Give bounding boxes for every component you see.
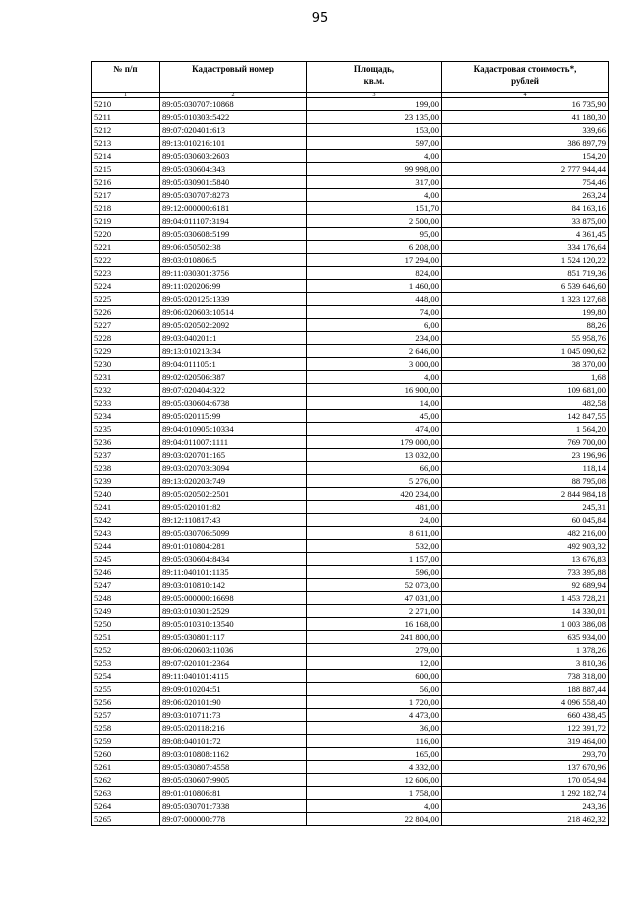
cadastral-number-cell: 89:04:011007:1111: [160, 436, 307, 449]
cadastral-value-cell: 1 045 090,62: [442, 345, 609, 358]
table-row: [92, 384, 609, 397]
area-cell: 317,00: [307, 176, 442, 189]
cadastral-number-cell: 89:03:010301:2529: [160, 605, 307, 618]
cadastral-value-cell: 88 795,08: [442, 475, 609, 488]
area-cell: 1 157,00: [307, 553, 442, 566]
table-row: [92, 553, 609, 566]
row-number-cell: 5256: [92, 696, 160, 709]
cadastral-value-cell: 339,66: [442, 124, 609, 137]
cadastral-number-cell: 89:04:010905:10334: [160, 423, 307, 436]
cadastral-number-cell: 89:03:020701:165: [160, 449, 307, 462]
table-row: [92, 579, 609, 592]
table-row: [92, 267, 609, 280]
table-row: [92, 371, 609, 384]
row-number-cell: 5215: [92, 163, 160, 176]
table-row: [92, 748, 609, 761]
table-row: [92, 462, 609, 475]
table-row: [92, 631, 609, 644]
table-row: [92, 722, 609, 735]
area-cell: 532,00: [307, 540, 442, 553]
cadastral-number-cell: 89:05:030706:5099: [160, 527, 307, 540]
cadastral-value-cell: 334 176,64: [442, 241, 609, 254]
cadastral-number-cell: 89:05:030707:8273: [160, 189, 307, 202]
cadastral-number-cell: 89:05:020118:216: [160, 722, 307, 735]
row-number-cell: 5241: [92, 501, 160, 514]
cadastral-value-cell: 263,24: [442, 189, 609, 202]
cadastral-number-cell: 89:05:010310:13540: [160, 618, 307, 631]
cadastral-value-cell: 738 318,00: [442, 670, 609, 683]
row-number-cell: 5211: [92, 111, 160, 124]
table-row: [92, 137, 609, 150]
page-number: 95: [311, 11, 329, 26]
cadastral-value-cell: 122 391,72: [442, 722, 609, 735]
row-number-cell: 5226: [92, 306, 160, 319]
area-cell: 481,00: [307, 501, 442, 514]
cadastral-number-cell: 89:05:030604:8434: [160, 553, 307, 566]
area-cell: 4 473,00: [307, 709, 442, 722]
cadastral-value-cell: 38 370,00: [442, 358, 609, 371]
table-row: [92, 761, 609, 774]
cadastral-number-cell: 89:03:010806:5: [160, 254, 307, 267]
row-number-cell: 5210: [92, 98, 160, 111]
cadastral-value-cell: 154,20: [442, 150, 609, 163]
cadastral-number-cell: 89:13:010213:34: [160, 345, 307, 358]
table-row: [92, 306, 609, 319]
row-number-cell: 5258: [92, 722, 160, 735]
column-number: 4: [442, 93, 609, 98]
row-number-cell: 5220: [92, 228, 160, 241]
area-cell: 116,00: [307, 735, 442, 748]
cadastral-value-cell: 33 875,00: [442, 215, 609, 228]
cadastral-number-cell: 89:04:011107:3194: [160, 215, 307, 228]
table-row: [92, 735, 609, 748]
table-row: [92, 397, 609, 410]
area-cell: 4 332,00: [307, 761, 442, 774]
area-cell: 3 000,00: [307, 358, 442, 371]
row-number-cell: 5216: [92, 176, 160, 189]
cadastral-value-cell: 109 681,00: [442, 384, 609, 397]
cadastral-value-cell: 1 323 127,68: [442, 293, 609, 306]
row-number-cell: 5246: [92, 566, 160, 579]
row-number-cell: 5253: [92, 657, 160, 670]
cadastral-number-cell: 89:12:000000:6181: [160, 202, 307, 215]
cadastral-number-cell: 89:03:040201:1: [160, 332, 307, 345]
row-number-cell: 5217: [92, 189, 160, 202]
area-cell: 5 276,00: [307, 475, 442, 488]
cadastral-value-cell: 482,58: [442, 397, 609, 410]
area-cell: 179 000,00: [307, 436, 442, 449]
table-row: [92, 332, 609, 345]
area-cell: 2 500,00: [307, 215, 442, 228]
table-row: [92, 124, 609, 137]
cadastral-number-cell: 89:11:030301:3756: [160, 267, 307, 280]
row-number-cell: 5264: [92, 800, 160, 813]
table-row: [92, 254, 609, 267]
table-row: [92, 501, 609, 514]
row-number-cell: 5221: [92, 241, 160, 254]
table-row: [92, 319, 609, 332]
table-row: [92, 605, 609, 618]
cadastral-value-cell: 4 096 558,40: [442, 696, 609, 709]
cadastral-value-cell: 55 958,76: [442, 332, 609, 345]
table-row: [92, 228, 609, 241]
area-cell: 1 720,00: [307, 696, 442, 709]
area-cell: 448,00: [307, 293, 442, 306]
row-number-cell: 5251: [92, 631, 160, 644]
row-number-cell: 5234: [92, 410, 160, 423]
table-row: [92, 683, 609, 696]
cadastral-value-cell: 84 163,16: [442, 202, 609, 215]
column-number: 1: [92, 93, 160, 98]
table-row: [92, 215, 609, 228]
row-number-cell: 5212: [92, 124, 160, 137]
row-number-cell: 5247: [92, 579, 160, 592]
cadastral-number-cell: 89:05:020502:2501: [160, 488, 307, 501]
cadastral-number-cell: 89:01:010806:81: [160, 787, 307, 800]
table-row: [92, 527, 609, 540]
cadastral-value-cell: 851 719,36: [442, 267, 609, 280]
cadastral-number-cell: 89:06:020603:11036: [160, 644, 307, 657]
row-number-cell: 5240: [92, 488, 160, 501]
area-cell: 56,00: [307, 683, 442, 696]
area-cell: 2 271,00: [307, 605, 442, 618]
area-cell: 16 168,00: [307, 618, 442, 631]
cadastral-value-cell: 92 689,94: [442, 579, 609, 592]
row-number-cell: 5218: [92, 202, 160, 215]
area-cell: 6 208,00: [307, 241, 442, 254]
cadastral-value-cell: 118,14: [442, 462, 609, 475]
area-cell: 74,00: [307, 306, 442, 319]
cadastral-value-cell: 4 361,45: [442, 228, 609, 241]
cadastral-value-cell: 482 216,00: [442, 527, 609, 540]
cadastral-value-cell: 137 670,96: [442, 761, 609, 774]
cadastral-value-cell: 1 524 120,22: [442, 254, 609, 267]
cadastral-value-cell: 1 453 728,21: [442, 592, 609, 605]
table-row: [92, 241, 609, 254]
cadastral-value-cell: 41 180,30: [442, 111, 609, 124]
area-cell: 1 758,00: [307, 787, 442, 800]
area-cell: 36,00: [307, 722, 442, 735]
cadastral-value-cell: 2 777 944,44: [442, 163, 609, 176]
cadastral-number-cell: 89:12:110817:43: [160, 514, 307, 527]
table-row: [92, 709, 609, 722]
table-row: [92, 670, 609, 683]
header-cadastral-value: Кадастровая стоимость*, рублей: [442, 62, 609, 93]
table-row: [92, 176, 609, 189]
row-number-cell: 5260: [92, 748, 160, 761]
area-cell: 4,00: [307, 189, 442, 202]
table-row: [92, 449, 609, 462]
table-row: [92, 566, 609, 579]
row-number-cell: 5214: [92, 150, 160, 163]
area-cell: 16 900,00: [307, 384, 442, 397]
cadastral-number-cell: 89:05:030707:10868: [160, 98, 307, 111]
cadastral-number-cell: 89:04:011105:1: [160, 358, 307, 371]
cadastral-value-cell: 6 539 646,60: [442, 280, 609, 293]
row-number-cell: 5254: [92, 670, 160, 683]
table-row: [92, 202, 609, 215]
cadastral-value-cell: 769 700,00: [442, 436, 609, 449]
table-row: [92, 345, 609, 358]
area-cell: 2 646,00: [307, 345, 442, 358]
area-cell: 6,00: [307, 319, 442, 332]
row-number-cell: 5243: [92, 527, 160, 540]
cadastral-number-cell: 89:03:020703:3094: [160, 462, 307, 475]
table-row: [92, 293, 609, 306]
area-cell: 12,00: [307, 657, 442, 670]
row-number-cell: 5219: [92, 215, 160, 228]
row-number-cell: 5250: [92, 618, 160, 631]
cadastral-value-cell: 1 292 182,74: [442, 787, 609, 800]
row-number-cell: 5224: [92, 280, 160, 293]
cadastral-value-cell: 243,36: [442, 800, 609, 813]
area-cell: 153,00: [307, 124, 442, 137]
cadastral-number-cell: 89:05:030604:343: [160, 163, 307, 176]
cadastral-value-cell: 492 903,32: [442, 540, 609, 553]
area-cell: 52 073,00: [307, 579, 442, 592]
header-cadastral-number: Кадастровый номер: [160, 62, 307, 93]
area-cell: 199,00: [307, 98, 442, 111]
row-number-cell: 5248: [92, 592, 160, 605]
table-row: [92, 774, 609, 787]
table-body: [92, 98, 609, 826]
area-cell: 824,00: [307, 267, 442, 280]
area-cell: 22 804,00: [307, 813, 442, 826]
cadastral-value-cell: 13 676,83: [442, 553, 609, 566]
table-row: [92, 696, 609, 709]
cadastral-number-cell: 89:05:020101:82: [160, 501, 307, 514]
table-row: [92, 644, 609, 657]
cadastral-number-cell: 89:11:020206:99: [160, 280, 307, 293]
area-cell: 234,00: [307, 332, 442, 345]
cadastral-value-cell: 293,70: [442, 748, 609, 761]
cadastral-number-cell: 89:05:030901:5840: [160, 176, 307, 189]
column-number: 3: [307, 93, 442, 98]
area-cell: 597,00: [307, 137, 442, 150]
table-row: [92, 813, 609, 826]
area-cell: 12 606,00: [307, 774, 442, 787]
table-row: [92, 436, 609, 449]
table-row: [92, 488, 609, 501]
row-number-cell: 5225: [92, 293, 160, 306]
row-number-cell: 5232: [92, 384, 160, 397]
cadastral-number-cell: 89:05:000000:16698: [160, 592, 307, 605]
area-cell: 4,00: [307, 371, 442, 384]
row-number-cell: 5263: [92, 787, 160, 800]
cadastral-number-cell: 89:05:010303:5422: [160, 111, 307, 124]
cadastral-number-cell: 89:13:020203:749: [160, 475, 307, 488]
table-row: [92, 540, 609, 553]
row-number-cell: 5249: [92, 605, 160, 618]
cadastral-value-cell: 245,31: [442, 501, 609, 514]
cadastral-number-cell: 89:03:010711:73: [160, 709, 307, 722]
table-row: [92, 410, 609, 423]
cadastral-number-cell: 89:13:010216:101: [160, 137, 307, 150]
area-cell: 420 234,00: [307, 488, 442, 501]
row-number-cell: 5252: [92, 644, 160, 657]
row-number-cell: 5259: [92, 735, 160, 748]
row-number-cell: 5238: [92, 462, 160, 475]
cadastral-number-cell: 89:05:030603:2603: [160, 150, 307, 163]
header-number: № п/п: [92, 62, 160, 93]
cadastral-number-cell: 89:05:020115:99: [160, 410, 307, 423]
cadastral-value-cell: 170 054,94: [442, 774, 609, 787]
column-number: 2: [160, 93, 307, 98]
cadastral-number-cell: 89:08:040101:72: [160, 735, 307, 748]
area-cell: 24,00: [307, 514, 442, 527]
area-cell: 4,00: [307, 150, 442, 163]
row-number-cell: 5229: [92, 345, 160, 358]
cadastral-number-cell: 89:07:020404:322: [160, 384, 307, 397]
cadastral-table: [91, 61, 609, 826]
cadastral-number-cell: 89:05:030608:5199: [160, 228, 307, 241]
cadastral-number-cell: 89:05:020125:1339: [160, 293, 307, 306]
cadastral-value-cell: 319 464,00: [442, 735, 609, 748]
cadastral-number-cell: 89:05:030604:6738: [160, 397, 307, 410]
cadastral-value-cell: 1 378,26: [442, 644, 609, 657]
table-row: [92, 280, 609, 293]
table-row: [92, 475, 609, 488]
cadastral-value-cell: 188 887,44: [442, 683, 609, 696]
table-row: [92, 189, 609, 202]
cadastral-number-cell: 89:05:030807:4558: [160, 761, 307, 774]
table-row: [92, 514, 609, 527]
cadastral-number-cell: 89:05:030607:9905: [160, 774, 307, 787]
cadastral-value-cell: 635 934,00: [442, 631, 609, 644]
area-cell: 66,00: [307, 462, 442, 475]
row-number-cell: 5227: [92, 319, 160, 332]
table-row: [92, 98, 609, 111]
row-number-cell: 5235: [92, 423, 160, 436]
cadastral-number-cell: 89:05:020502:2092: [160, 319, 307, 332]
table-row: [92, 163, 609, 176]
area-cell: 47 031,00: [307, 592, 442, 605]
row-number-cell: 5228: [92, 332, 160, 345]
cadastral-value-cell: 14 330,01: [442, 605, 609, 618]
row-number-cell: 5236: [92, 436, 160, 449]
header-area: Площадь, кв.м.: [307, 62, 442, 93]
area-cell: 14,00: [307, 397, 442, 410]
row-number-cell: 5255: [92, 683, 160, 696]
row-number-cell: 5261: [92, 761, 160, 774]
table-row: [92, 150, 609, 163]
table-header: [92, 62, 609, 98]
cadastral-number-cell: 89:06:020603:10514: [160, 306, 307, 319]
table-row: [92, 423, 609, 436]
cadastral-value-cell: 3 810,36: [442, 657, 609, 670]
table-row: [92, 111, 609, 124]
table-row: [92, 800, 609, 813]
cadastral-value-cell: 660 438,45: [442, 709, 609, 722]
area-cell: 279,00: [307, 644, 442, 657]
area-cell: 1 460,00: [307, 280, 442, 293]
cadastral-value-cell: 386 897,79: [442, 137, 609, 150]
area-cell: 23 135,00: [307, 111, 442, 124]
cadastral-value-cell: 733 395,88: [442, 566, 609, 579]
cadastral-number-cell: 89:06:020101:90: [160, 696, 307, 709]
row-number-cell: 5262: [92, 774, 160, 787]
table-row: [92, 618, 609, 631]
cadastral-number-cell: 89:01:010804:281: [160, 540, 307, 553]
cadastral-value-cell: 60 045,84: [442, 514, 609, 527]
cadastral-value-cell: 16 735,90: [442, 98, 609, 111]
area-cell: 99 998,00: [307, 163, 442, 176]
table-row: [92, 358, 609, 371]
cadastral-value-cell: 1,68: [442, 371, 609, 384]
cadastral-number-cell: 89:03:010810:142: [160, 579, 307, 592]
row-number-cell: 5265: [92, 813, 160, 826]
table-row: [92, 787, 609, 800]
cadastral-number-cell: 89:11:040101:1135: [160, 566, 307, 579]
table-row: [92, 592, 609, 605]
row-number-cell: 5223: [92, 267, 160, 280]
cadastral-value-cell: 142 847,55: [442, 410, 609, 423]
row-number-cell: 5230: [92, 358, 160, 371]
cadastral-value-cell: 754,46: [442, 176, 609, 189]
row-number-cell: 5213: [92, 137, 160, 150]
header-row: [92, 62, 609, 93]
row-number-cell: 5244: [92, 540, 160, 553]
cadastral-value-cell: 199,80: [442, 306, 609, 319]
area-cell: 241 800,00: [307, 631, 442, 644]
cadastral-number-cell: 89:05:030801:117: [160, 631, 307, 644]
row-number-cell: 5257: [92, 709, 160, 722]
cadastral-value-cell: 218 462,32: [442, 813, 609, 826]
area-cell: 13 032,00: [307, 449, 442, 462]
area-cell: 474,00: [307, 423, 442, 436]
area-cell: 600,00: [307, 670, 442, 683]
cadastral-number-cell: 89:07:020101:2364: [160, 657, 307, 670]
row-number-cell: 5245: [92, 553, 160, 566]
row-number-cell: 5231: [92, 371, 160, 384]
cadastral-value-cell: 88,26: [442, 319, 609, 332]
cadastral-number-cell: 89:02:020506:387: [160, 371, 307, 384]
table-row: [92, 657, 609, 670]
cadastral-number-cell: 89:07:020401:613: [160, 124, 307, 137]
area-cell: 4,00: [307, 800, 442, 813]
area-cell: 151,70: [307, 202, 442, 215]
cadastral-number-cell: 89:05:030701:7338: [160, 800, 307, 813]
area-cell: 17 294,00: [307, 254, 442, 267]
cadastral-number-cell: 89:03:010808:1162: [160, 748, 307, 761]
area-cell: 596,00: [307, 566, 442, 579]
area-cell: 45,00: [307, 410, 442, 423]
row-number-cell: 5237: [92, 449, 160, 462]
area-cell: 95,00: [307, 228, 442, 241]
cadastral-value-cell: 1 003 386,08: [442, 618, 609, 631]
cadastral-number-cell: 89:09:010204:51: [160, 683, 307, 696]
cadastral-number-cell: 89:06:050502:38: [160, 241, 307, 254]
cadastral-number-cell: 89:11:040101:4115: [160, 670, 307, 683]
row-number-cell: 5242: [92, 514, 160, 527]
cadastral-value-cell: 2 844 984,18: [442, 488, 609, 501]
cadastral-number-cell: 89:07:000000:778: [160, 813, 307, 826]
row-number-cell: 5233: [92, 397, 160, 410]
cadastral-value-cell: 1 564,20: [442, 423, 609, 436]
row-number-cell: 5222: [92, 254, 160, 267]
cadastral-value-cell: 23 196,96: [442, 449, 609, 462]
row-number-cell: 5239: [92, 475, 160, 488]
area-cell: 165,00: [307, 748, 442, 761]
area-cell: 8 611,00: [307, 527, 442, 540]
